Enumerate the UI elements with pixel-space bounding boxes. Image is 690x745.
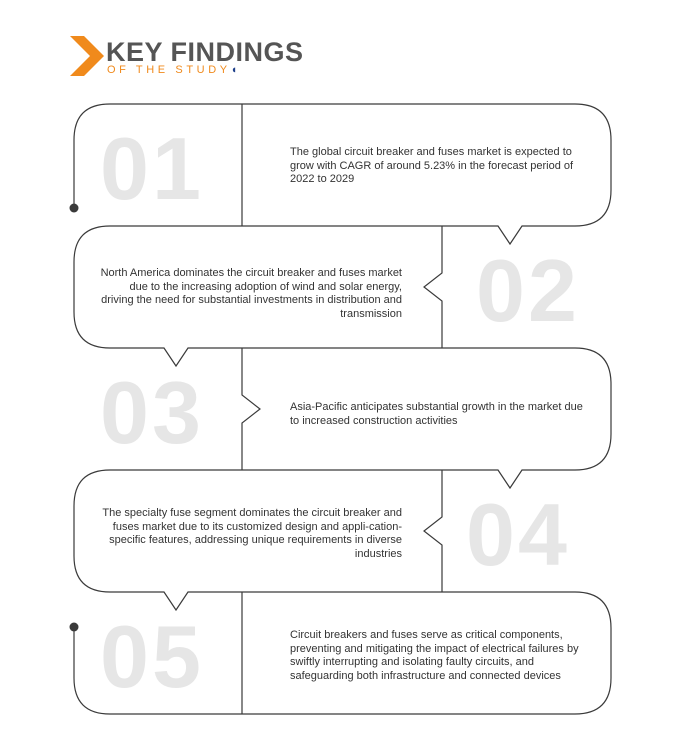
finding-text-3: Asia-Pacific anticipates substantial growth in the market due to increased construction activities [290, 401, 583, 427]
page-subtitle: OF THE STUDY◖ [107, 64, 238, 76]
finding-number-5: 05 [100, 607, 204, 706]
half-circle-icon: ◖ [230, 64, 238, 76]
finding-text-1: The global circuit breaker and fuses market is expected to grow with CAGR of around 5.23% in the forecast period of 2022 to 2029 [290, 146, 574, 185]
divider-2 [424, 226, 442, 348]
start-dot [70, 204, 79, 213]
finding-text-2: North America dominates the circuit breaker and fuses market due to the increasing adoption of wind and solar energy, driving the need for substantial investments in distribution and transmission [100, 267, 402, 320]
finding-number-4: 04 [466, 485, 570, 584]
end-dot [70, 623, 79, 632]
finding-number-1: 01 [100, 119, 204, 218]
finding-number-2: 02 [476, 241, 580, 340]
page-title: KEY FINDINGS [106, 37, 304, 67]
divider-4 [424, 470, 442, 592]
finding-text-4: The specialty fuse segment dominates the circuit breaker and fuses market due to its customized design and appli-cation-specific features, addressing unique requirements in diverse industries [102, 507, 402, 560]
finding-number-3: 03 [100, 363, 204, 462]
divider-3 [242, 348, 260, 470]
finding-text-5: Circuit breakers and fuses serve as critical components, preventing and mitigating the impact of electrical failures by swiftly interrupting and isolating faulty circuits, and safeguarding both infrastructure and connected devices [290, 629, 579, 682]
